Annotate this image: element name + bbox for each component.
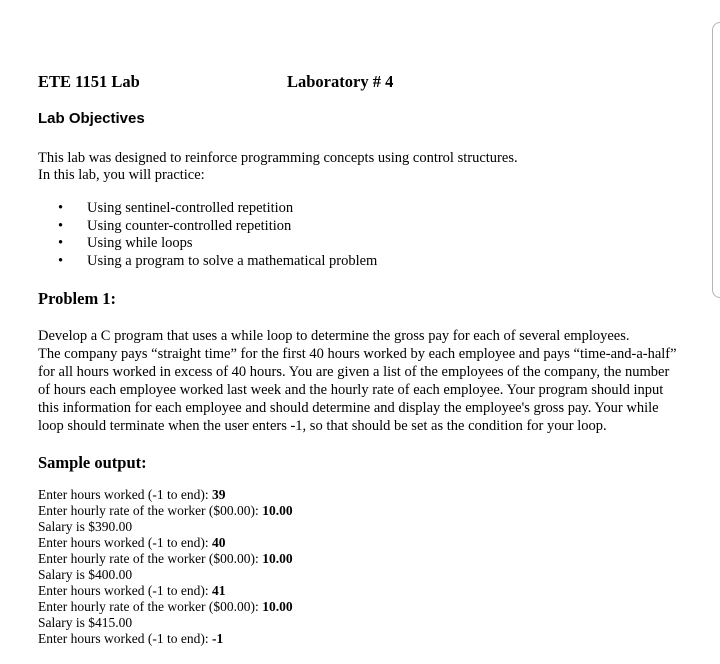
objectives-list — [58, 200, 377, 270]
course-title: ETE 1151 Lab — [38, 72, 140, 91]
sample-prompt: Enter hourly rate of the worker ($00.00): — [38, 503, 263, 518]
problem-line: loop should terminate when the user enters -1, so that should be set as the condition for your loop. — [38, 418, 607, 434]
sample-input: -1 — [211, 631, 224, 646]
sample-prompt: Enter hourly rate of the worker ($00.00): — [38, 599, 263, 614]
bullet-icon: • — [58, 200, 64, 216]
bullet-icon: • — [58, 235, 64, 251]
intro-line: This lab was designed to reinforce programming concepts using control structures. — [38, 150, 518, 166]
sample-line — [38, 519, 293, 535]
problem-heading: Problem 1: — [38, 289, 117, 308]
lab-number-title: Laboratory # 4 — [287, 72, 394, 91]
list-item-text: Using a program to solve a mathematical problem — [87, 252, 378, 269]
sample-line — [38, 503, 293, 519]
sample-line — [38, 583, 293, 599]
problem-line: of hours each employee worked last week and the hourly rate of each employee. Your program should input — [38, 382, 664, 398]
sample-line — [38, 535, 293, 551]
objectives-intro — [38, 150, 518, 184]
lab-objectives-heading: Lab Objectives — [38, 110, 145, 127]
sample-line — [38, 567, 293, 583]
sample-input: 41 — [211, 583, 226, 598]
list-item — [58, 200, 377, 218]
sample-output-block — [38, 487, 293, 647]
problem-line: this information for each employee and should determine and display the employee's gross pay. Your while — [38, 400, 659, 416]
problem-description — [38, 327, 688, 435]
sample-prompt: Enter hours worked (-1 to end): — [38, 631, 212, 646]
sample-line — [38, 631, 293, 647]
bullet-icon: • — [58, 217, 64, 234]
problem-line: Develop a C program that uses a while loop to determine the gross pay for each of several employees. — [38, 328, 630, 344]
sample-prompt: Salary is $415.00 — [38, 615, 133, 630]
list-item — [58, 218, 377, 236]
sample-output-heading: Sample output: — [38, 453, 147, 472]
sample-input: 10.00 — [262, 551, 293, 566]
sample-line — [38, 599, 293, 615]
page-edge-frame — [712, 22, 720, 298]
sample-input: 10.00 — [262, 599, 293, 614]
sample-prompt: Enter hours worked (-1 to end): — [38, 487, 212, 502]
sample-line — [38, 551, 293, 567]
sample-prompt: Enter hours worked (-1 to end): — [38, 535, 212, 550]
list-item — [58, 253, 377, 271]
list-item-text: Using sentinel-controlled repetition — [87, 200, 294, 216]
problem-line: for all hours worked in excess of 40 hours. You are given a list of the employees of the company, the number — [38, 364, 670, 380]
sample-input: 39 — [211, 487, 226, 502]
problem-line: The company pays “straight time” for the first 40 hours worked by each employee and pays “time-and-a-half” — [38, 346, 677, 362]
sample-prompt: Salary is $400.00 — [38, 567, 133, 582]
sample-line — [38, 615, 293, 631]
sample-input: 40 — [211, 535, 226, 550]
sample-input: 10.00 — [262, 503, 293, 518]
bullet-icon: • — [58, 252, 64, 269]
sample-prompt: Enter hours worked (-1 to end): — [38, 583, 212, 598]
list-item — [58, 235, 377, 253]
sample-line — [38, 487, 293, 503]
intro-line: In this lab, you will practice: — [38, 167, 205, 183]
sample-prompt: Enter hourly rate of the worker ($00.00): — [38, 551, 263, 566]
sample-prompt: Salary is $390.00 — [38, 519, 133, 534]
list-item-text: Using while loops — [87, 235, 193, 251]
list-item-text: Using counter-controlled repetition — [87, 217, 292, 234]
